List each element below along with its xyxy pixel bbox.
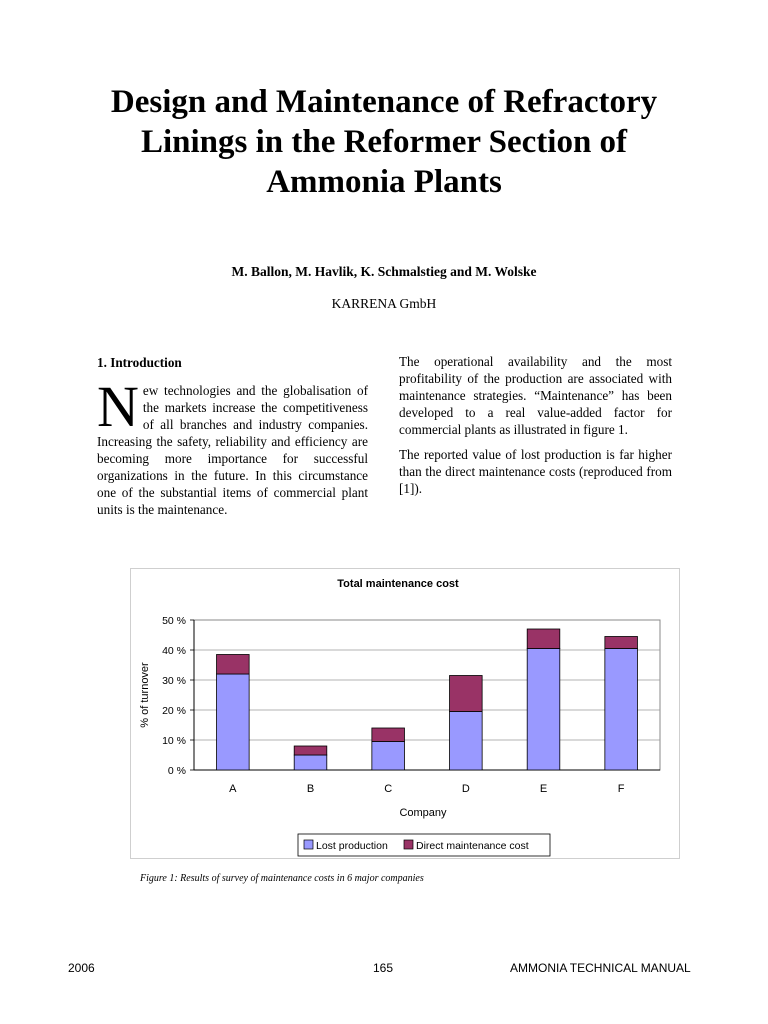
y-tick-label: 30 % <box>162 675 186 687</box>
bar-b-lost-production <box>294 755 327 770</box>
x-tick-label: B <box>306 783 315 795</box>
chart-title: Total maintenance cost <box>337 578 459 590</box>
bar-c-direct-maintenance <box>372 728 405 742</box>
intro-paragraph-3: The reported value of lost production is far higher than the direct maintenance costs (reproduced from [1]). <box>399 447 672 496</box>
bar-c-lost-production <box>372 742 405 771</box>
bar-e-direct-maintenance <box>527 629 560 649</box>
drop-cap: N <box>97 374 139 439</box>
left-column <box>97 354 368 526</box>
paper-title <box>80 82 688 202</box>
bar-f-direct-maintenance <box>605 637 638 649</box>
y-tick-label: 20 % <box>162 705 186 717</box>
bar-a-direct-maintenance <box>217 655 250 675</box>
bar-e-lost-production <box>527 649 560 771</box>
right-column <box>399 353 672 505</box>
bar-d-lost-production <box>450 712 483 771</box>
y-tick-label: 0 % <box>167 765 186 777</box>
bar-a-lost-production <box>217 674 250 770</box>
x-tick-label: D <box>461 783 470 795</box>
legend-label-lost-production: Lost production <box>316 840 388 852</box>
bar-d-direct-maintenance <box>450 676 483 712</box>
x-axis-label: Company <box>399 807 447 819</box>
section-heading: 1. Introduction <box>97 355 182 370</box>
figure-1-chart <box>130 568 680 868</box>
title-line-3: Ammonia Plants <box>266 164 502 200</box>
y-tick-label: 50 % <box>162 615 186 627</box>
plot-area <box>194 620 660 770</box>
intro-paragraph-1 <box>97 374 368 518</box>
intro-paragraph-2: The operational availability and the most profitability of the production are associated with maintenance strategies. “Maintenance” has been developed to a real value-added factor for commercial plants as illustrated in figure 1. <box>399 354 672 437</box>
affiliation: KARRENA GmbH <box>331 296 437 311</box>
y-tick-label: 10 % <box>162 735 186 747</box>
legend-swatch-lost-production <box>304 840 313 849</box>
maintenance-cost-chart <box>130 568 680 868</box>
x-tick-label: A <box>229 783 237 795</box>
footer-page-number: 165 <box>373 961 394 975</box>
intro-paragraph-1-text: ew technologies and the globalisation of the markets increase the competitiveness of all branches and industry companies. Increasing the safety, reliability and efficiency are becoming more importance for successful organizations in the future. In this circumstance one of the substantial items of commercial plant units is the maintenance. <box>97 383 368 517</box>
x-tick-label: E <box>539 783 548 795</box>
title-line-1: Design and Maintenance of Refractory <box>110 84 658 120</box>
title-line-2: Linings in the Reformer Section of <box>140 124 628 160</box>
x-tick-label: F <box>617 783 625 795</box>
authors: M. Ballon, M. Havlik, K. Schmalstieg and M. Wolske <box>231 264 537 279</box>
y-tick-label: 40 % <box>162 645 186 657</box>
figure-caption: Figure 1: Results of survey of maintenance costs in 6 major companies <box>140 873 424 884</box>
x-tick-label: C <box>384 783 393 795</box>
y-axis-label: % of turnover <box>139 662 151 728</box>
footer-manual-name: AMMONIA TECHNICAL MANUAL <box>510 961 691 975</box>
bar-b-direct-maintenance <box>294 746 327 755</box>
footer-year: 2006 <box>68 961 95 975</box>
legend-swatch-direct-maintenance <box>404 840 413 849</box>
bar-f-lost-production <box>605 649 638 771</box>
legend-label-direct-maintenance: Direct maintenance cost <box>416 840 529 852</box>
